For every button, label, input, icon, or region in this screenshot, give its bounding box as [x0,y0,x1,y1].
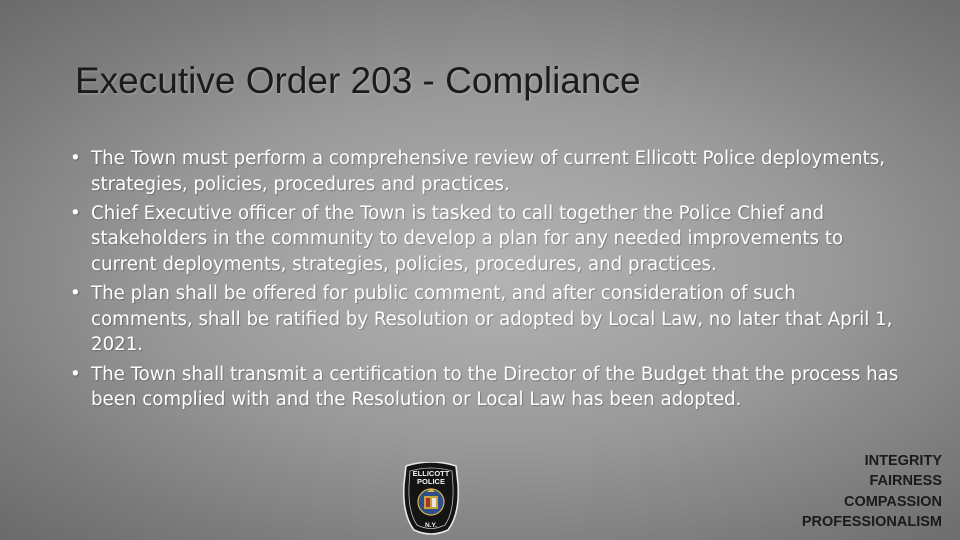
bullet-dot: • [70,202,81,224]
value-professionalism: PROFESSIONALISM [801,513,942,530]
badge-top-text: ELLICOTT [412,469,450,478]
values-list [702,451,942,532]
badge-middle-text: POLICE [417,477,445,486]
bullet-dot: • [70,363,81,385]
bullet-text: The Town must perform a comprehensive review of current Ellicott Police deployments, strategies, policies, procedures and practices. [91,148,886,195]
badge-bottom-text: N.Y. [425,522,437,529]
value-fairness: FAIRNESS [869,473,942,490]
bullet-dot: • [70,148,81,169]
value-integrity: INTEGRITY [864,453,942,469]
slide-title: Executive Order 203 - Compliance [75,60,641,101]
bullet-text: The plan shall be offered for public comment, and after consideration of such comments, shall be ratified by Resolution or adopted by Local Law, no later that April 1, 2021. [91,283,893,356]
bullet-item [70,146,900,197]
bullet-list [70,146,900,416]
police-badge-icon [400,462,462,536]
bullet-text: The Town shall transmit a certification to the Director of the Budget that the process has been complied with and the Resolution or Local Law has been adopted. [91,363,899,411]
bullet-dot: • [70,283,81,305]
value-compassion: COMPASSION [843,493,942,510]
bullet-item [70,362,900,413]
bullet-item [70,201,900,278]
bullet-item [70,281,900,358]
bullet-text: Chief Executive officer of the Town is tasked to call together the Police Chief and stakeholders in the community to develop a plan for any needed improvements to current deployments, strategies, policies, procedures, and practices. [91,202,844,275]
